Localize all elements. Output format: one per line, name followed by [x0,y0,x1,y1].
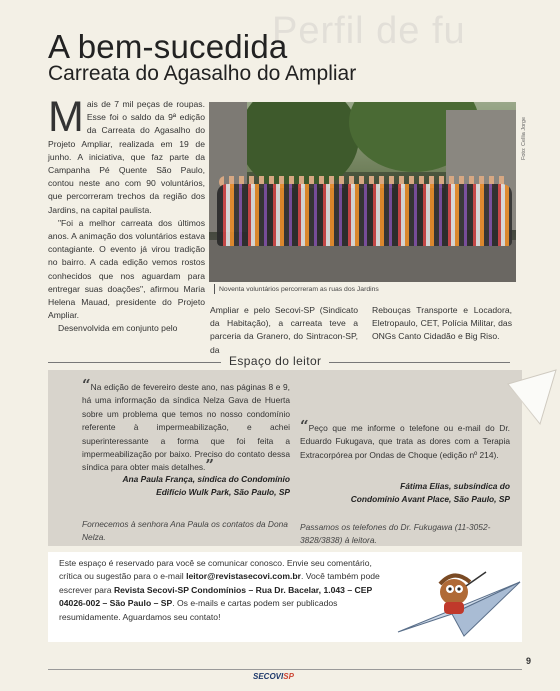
photo-road [209,240,516,282]
page-number: 9 [526,656,532,666]
postal-address: Revista Secovi-SP Condomínios – Rua Dr. Bacelar, 1.043 – CEP 04026-002 – São Paulo – SP [59,584,373,609]
photo-crowd [217,184,512,246]
open-quote-icon: “ [300,417,309,435]
letter-1-reply: Fornecemos à senhora Ana Paula os contatos da Dona Nelza. [82,519,288,543]
letter-2-text: “Peço que me informe o telefone ou e-mail do Dr. Eduardo Fukugava, que trata as dores com a Terapia Extracorpórea por Ondas de Choque (edição nº 214). [300,417,510,460]
letter-1-signature: Ana Paula França, síndica do Condomínio Edifício Wulk Park, São Paulo, SP [122,474,290,497]
footer-rule [48,669,522,670]
article-column-2: Ampliar e pelo Secovi-SP (Sindicato da Habitação), a carreata teve a parceria da Granero, do Sintracon-SP, da [210,305,358,355]
background-watermark: Perfil de fu [272,10,466,52]
article-subtitle: Carreata do Agasalho do Ampliar [48,62,357,85]
contact-email[interactable]: leitor@revistasecovi.com.br [186,571,301,582]
open-quote-icon: “ [82,376,91,394]
photo-caption: Noventa voluntários percorreram as ruas dos Jardins [219,286,379,293]
section-header: Espaço do leitor [221,354,329,368]
caption-divider [214,284,215,294]
close-quote-icon: ” [205,456,215,475]
article-column-3: Rebouças Transporte e Locadora, Eletropaulo, CET, Polícia Militar, das ONGs Canto Cidadão e Big Riso. [372,305,512,342]
secovi-logo: SECOVISP [253,672,294,681]
article-column-1 [48,93,205,336]
article-paragraph-1: ais de 7 mil peças de roupas. Esse foi o saldo da 9ª edição da Carreata do Agasalho do Projeto Ampliar, realizada em 19 de junho. A iniciativa, que faz parte da Campanha Pé Quente São Paulo, contou neste ano com 90 voluntários, que percorreram trechos da região dos Jardins, na capital paulista. [48,99,205,215]
letter-2-reply: Passamos os telefones do Dr. Fukugawa (11-3052-3828/3838) à leitora. [300,522,491,546]
article-paragraph-2: "Foi a melhor carreata dos últimos anos. A animação dos voluntários estava contagiante. O evento já virou tradição no bairro. A cada edição vemos rostos conhecidos que nos aguardam para entregar suas doações", afirmou Maria Helena Mauad, presidente do Projeto Ampliar. [48,217,205,321]
article-paragraph-3: Desenvolvida em conjunto pelo [58,323,178,334]
folded-paper-corner-icon [500,356,558,426]
notice-text: Este espaço é reservado para você se comunicar conosco. Envie seu comentário, crítica ou sugestão para o e-mail leitor@revistasecovi.com.br. Você também pode escrever para Revista Secovi-SP Condomínios – Rua Dr. Bacelar, 1.043 – CEP 04026-002 – São Paulo – SP. Os e-mails e cartas podem ser publicados resumidamente. Aguardamos seu contato! [59,558,380,622]
article-title: A bem-sucedida [48,28,288,65]
drop-cap: M [48,93,84,141]
letter-1-text: “Na edição de fevereiro deste ano, nas páginas 8 e 9, há uma informação da síndica Nelza Gava de Huerta sobre um problema que temos no nosso condomínio referente à impermeabilização, e achei superinteressante a forma que foi feita a impermeabilização por baixo. Preciso do contato dessa síndica para obter mais detalhes.” [82,376,290,475]
paper-airplane-mascot-illustration [394,562,524,642]
letter-2-signature: Fátima Elias, subsíndica do Condomínio Avant Place, São Paulo, SP [350,481,510,504]
article-photo [209,102,516,282]
photo-credit: Foto: Cellia Jorge [521,116,527,160]
